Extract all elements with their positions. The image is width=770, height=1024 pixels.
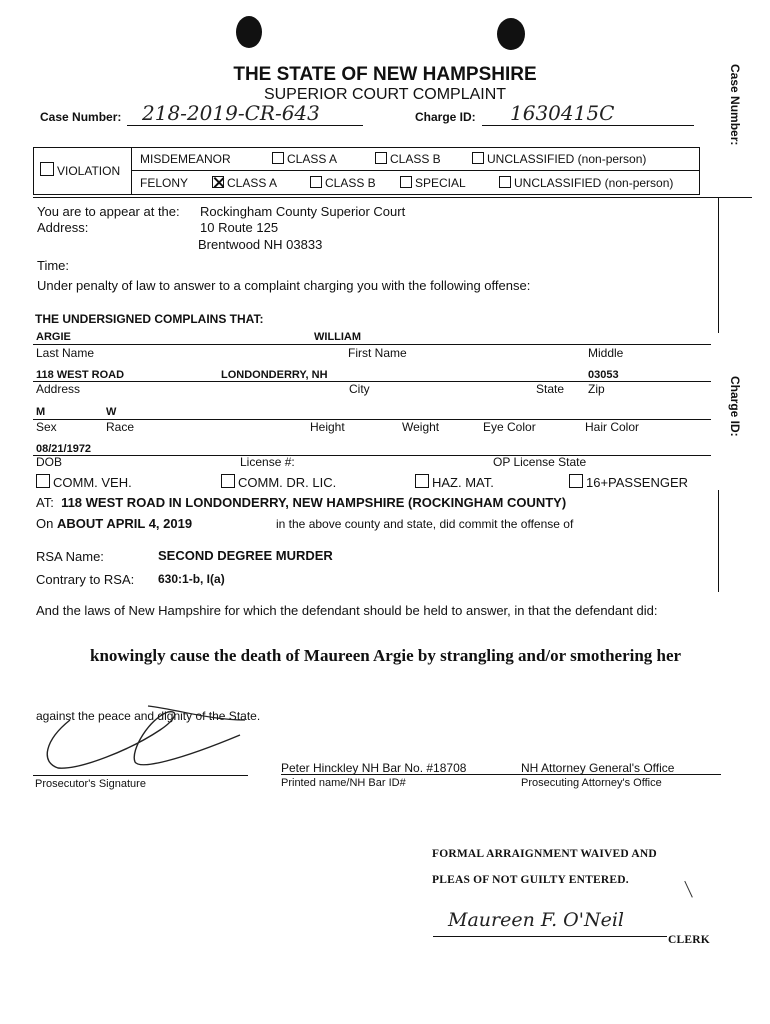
clerk-signature: Maureen F. O'Neil <box>448 909 624 931</box>
commit-text: in the above county and state, did commit the offense of <box>276 517 574 531</box>
time-label: Time: <box>37 258 70 273</box>
clerk-stamp-line1: FORMAL ARRAIGNMENT WAIVED AND <box>432 848 657 860</box>
side-case-number-label: Case Number: <box>728 64 742 146</box>
office-label: Prosecuting Attorney's Office <box>521 777 662 789</box>
fel-special-option[interactable]: SPECIAL <box>400 176 466 190</box>
charge-id-label: Charge ID: <box>415 110 476 124</box>
last-name-value: ARGIE <box>36 331 71 343</box>
clerk-stamp-line2: PLEAS OF NOT GUILTY ENTERED. <box>432 874 629 886</box>
misdemeanor-label: MISDEMEANOR <box>140 152 231 166</box>
state-label: State <box>536 382 565 396</box>
rsa-name-value: SECOND DEGREE MURDER <box>158 548 333 563</box>
zip-value: 03053 <box>588 369 619 381</box>
punch-hole-right <box>497 18 525 50</box>
eye-color-label: Eye Color <box>483 420 536 434</box>
document-title: THE STATE OF NEW HAMPSHIRE <box>233 64 537 85</box>
clerk-label: CLERK <box>668 934 710 946</box>
zip-label: Zip <box>588 382 605 396</box>
op-license-state-label: OP License State <box>493 455 587 469</box>
city-value: LONDONDERRY, NH <box>221 369 328 381</box>
appear-address-label: Address: <box>37 220 89 235</box>
misd-unclassified-option[interactable]: UNCLASSIFIED (non-person) <box>472 152 646 166</box>
penalty-text: Under penalty of law to answer to a complaint charging you with the following offense: <box>37 278 531 293</box>
address-label: Address <box>36 382 81 396</box>
offense-date: On ABOUT APRIL 4, 2019 <box>36 516 193 531</box>
felony-label: FELONY <box>140 176 189 190</box>
classification-grid <box>33 147 700 195</box>
printed-name-label: Printed name/NH Bar ID# <box>281 777 406 789</box>
dob-value: 08/21/1972 <box>36 443 92 455</box>
haz-mat-option[interactable]: HAZ. MAT. <box>415 474 494 490</box>
address-value: 118 WEST ROAD <box>36 369 125 381</box>
first-name-value: WILLIAM <box>314 331 362 343</box>
license-label: License #: <box>240 455 295 469</box>
last-name-label: Last Name <box>36 346 95 360</box>
printed-name-value: Peter Hinckley NH Bar No. #18708 <box>281 761 467 775</box>
weight-label: Weight <box>402 420 440 434</box>
offense-location: AT: 118 WEST ROAD IN LONDONDERRY, NEW HAMPSHIRE (ROCKINGHAM COUNTY) <box>36 495 567 510</box>
race-value: W <box>106 406 117 418</box>
height-label: Height <box>310 420 345 434</box>
violation-option[interactable]: VIOLATION <box>40 162 120 178</box>
comm-veh-option[interactable]: COMM. VEH. <box>36 474 132 490</box>
fel-class-a-checkbox-checked[interactable] <box>212 176 224 188</box>
misd-class-a-option[interactable]: CLASS A <box>272 152 337 166</box>
side-charge-id-label: Charge ID: <box>728 376 742 437</box>
case-number-label: Case Number: <box>40 110 122 124</box>
sex-value: M <box>36 406 46 418</box>
violation-checkbox[interactable] <box>40 162 54 176</box>
fel-class-a-option[interactable]: CLASS A <box>212 176 277 190</box>
hair-color-label: Hair Color <box>585 420 640 434</box>
court-name: Rockingham County Superior Court <box>200 204 406 219</box>
contrary-rsa-label: Contrary to RSA: <box>36 572 135 587</box>
rsa-number-value: 630:1-b, I(a) <box>158 572 225 586</box>
prosecutor-signature-label: Prosecutor's Signature <box>35 778 146 790</box>
case-number-value: 218-2019-CR-643 <box>142 101 320 125</box>
passenger-option[interactable]: 16+PASSENGER <box>569 474 688 490</box>
appear-label: You are to appear at the: <box>37 204 180 219</box>
court-address-line1: 10 Route 125 <box>200 220 279 235</box>
offense-description: knowingly cause the death of Maureen Argie by strangling and/or smothering her <box>90 646 682 665</box>
laws-text: And the laws of New Hampshire for which the defendant should be held to answer, in that the defendant did: <box>36 603 658 618</box>
charge-id-value: 1630415C <box>510 101 615 125</box>
comm-dr-lic-option[interactable]: COMM. DR. LIC. <box>221 474 336 490</box>
office-value: NH Attorney General's Office <box>521 761 675 775</box>
prosecutor-signature-mark <box>40 690 270 775</box>
document-subtitle: SUPERIOR COURT COMPLAINT <box>263 86 507 103</box>
sex-label: Sex <box>36 420 57 434</box>
complaint-heading: THE UNDERSIGNED COMPLAINS THAT: <box>35 312 264 326</box>
first-name-label: First Name <box>348 346 407 360</box>
fel-unclassified-option[interactable]: UNCLASSIFIED (non-person) <box>499 176 673 190</box>
city-label: City <box>349 382 370 396</box>
rsa-name-label: RSA Name: <box>36 549 104 564</box>
court-address-line2: Brentwood NH 03833 <box>198 237 323 252</box>
dob-label: DOB <box>36 455 63 469</box>
misd-class-b-option[interactable]: CLASS B <box>375 152 441 166</box>
race-label: Race <box>106 420 135 434</box>
fel-class-b-option[interactable]: CLASS B <box>310 176 376 190</box>
against-text: against the peace and dignity of the State. <box>36 709 261 723</box>
punch-hole-left <box>236 16 262 48</box>
middle-label: Middle <box>588 346 624 360</box>
